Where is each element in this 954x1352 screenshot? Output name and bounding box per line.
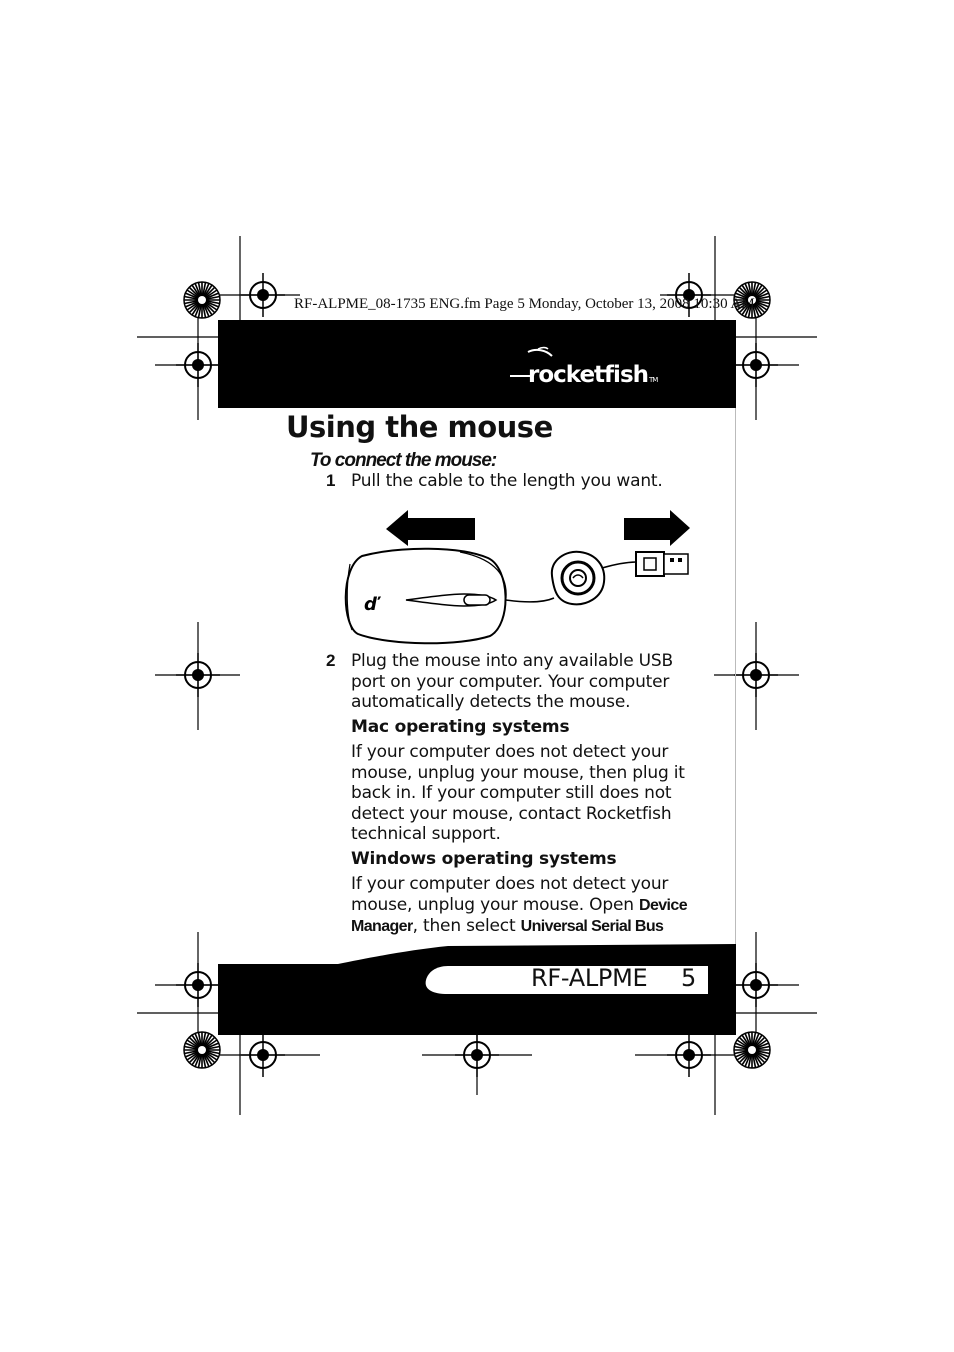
device-manager-term: Device Manager [351, 896, 687, 935]
brand-logo: rocketfishTM [528, 362, 658, 388]
mouse-cable-illustration [340, 506, 695, 648]
mac-text: If your computer does not detect your mouse, unplug your mouse, then plug it back in. If your computer still does not detect your mouse, contact Rocketfish technical support. [351, 742, 685, 844]
step-number-2: 2 [326, 651, 336, 670]
page-number: 5 [681, 964, 697, 992]
header-bar [218, 320, 736, 408]
arrow-right-icon [624, 510, 690, 546]
footer-bar [218, 944, 736, 1035]
step-2-text: Plug the mouse into any available USB port on your computer. Your computer automatically detects the mouse. [351, 651, 673, 712]
page-title: Using the mouse [286, 410, 553, 444]
step-1-text: Pull the cable to the length you want. [351, 471, 663, 491]
windows-heading: Windows operating systems [351, 849, 617, 869]
step-number-1: 1 [326, 471, 336, 490]
print-info-line: RF-ALPME_08-1735 ENG.fm Page 5 Monday, October 13, 2008 10:30 AM [294, 296, 755, 312]
usb-term: Universal Serial Bus [520, 918, 664, 935]
mac-heading: Mac operating systems [351, 717, 570, 737]
svg-text:ď: ď [364, 594, 377, 615]
procedure-heading: To connect the mouse: [310, 450, 497, 471]
arrow-left-icon [386, 510, 475, 546]
model-number: RF-ALPME [531, 964, 648, 992]
windows-text: If your computer does not detect your mouse, unplug your mouse. Open Device Manager, then select Universal Serial Bus [351, 874, 687, 936]
